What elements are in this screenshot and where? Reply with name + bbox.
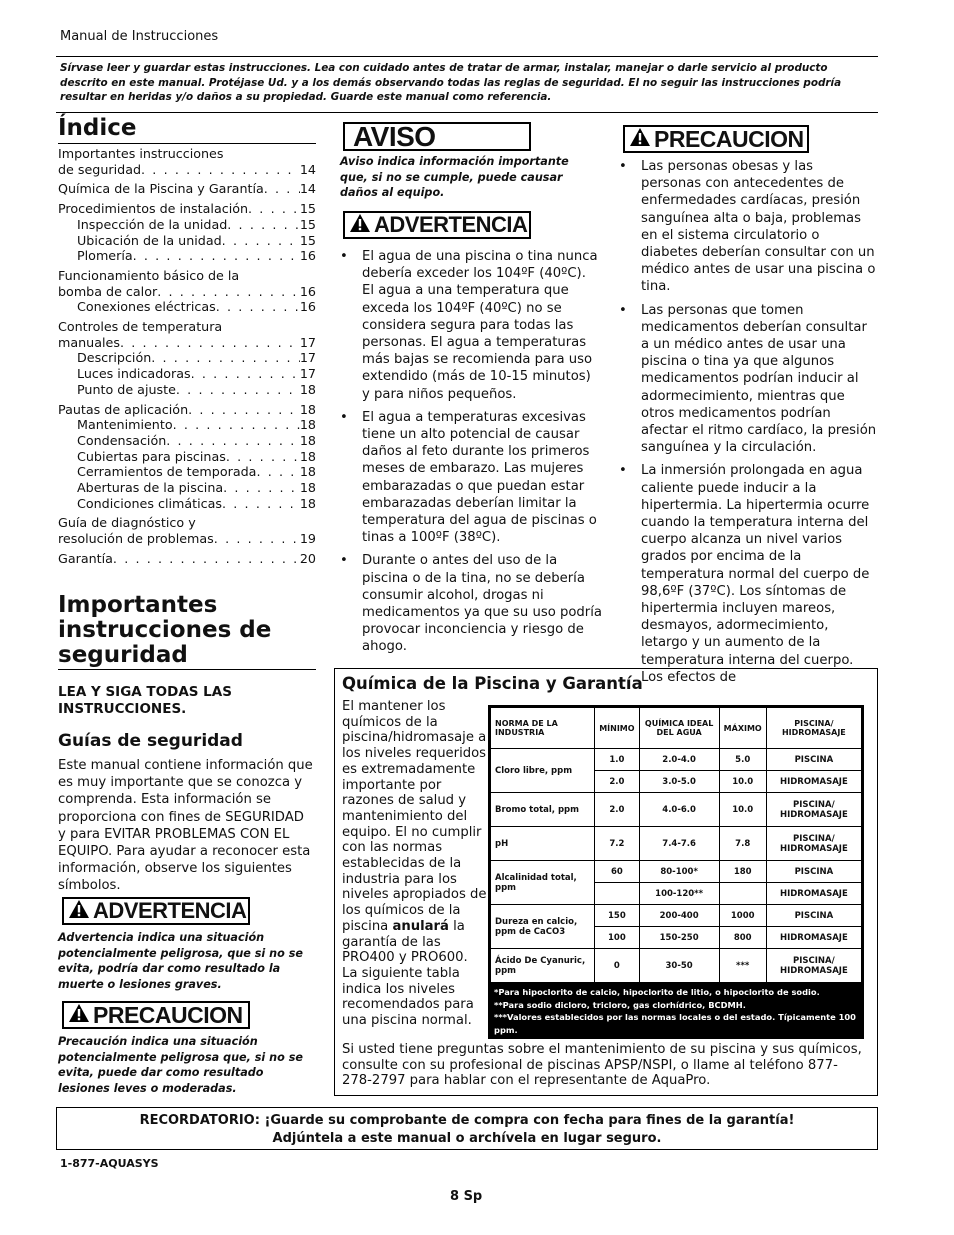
toc-entry-title: Conexiones eléctricas [77,299,216,315]
toc-group [58,181,316,197]
toc-entry [58,268,316,284]
table-param: Dureza en calcio, ppm de CaCO3 [491,905,595,949]
toc-leader [141,162,300,178]
toc-leader [173,417,300,433]
toc-entry-page: 18 [299,495,316,511]
toc-entry-page: 15 [299,216,316,232]
table-row [491,949,862,983]
table-row [491,827,862,861]
toc-entry-page: 17 [299,366,316,382]
toc-entry-title: Importantes instrucciones [58,146,224,161]
toc-entry-page: 20 [299,550,316,566]
toc-leader [248,201,300,217]
advertencia-caption: Advertencia indica una situación potencialmente peligrosa, que si no se evita, podría dar como resultado la muerte o lesiones graves. [58,931,303,991]
toc-leader [188,402,300,418]
table-cell: 5.0 [719,749,766,771]
intro-rule [56,112,878,113]
toc-entry-title: Cubiertas para piscinas [77,448,226,464]
toc-entry-title: Mantenimiento [77,417,173,433]
toc-leader [227,217,300,233]
precaucion-sign-small [62,1001,250,1029]
table-cell: HIDROMASAJE [766,883,861,905]
toc-entry-page: 18 [299,464,316,480]
safety-title: Importantes instrucciones de seguridad [58,592,272,668]
reminder-line-2: Adjúntela a este manual o archívela en lugar seguro. [272,1130,662,1146]
toc-entry-page: 18 [299,432,316,448]
toc-entry [58,531,316,547]
toc-entry-title: manuales [58,334,120,350]
toc-entry-page: 16 [299,248,316,264]
intro-text: Sírvase leer y guardar estas instrucciones. Lea con cuidado antes de tratar de armar, instalar, manejar o darle servicio al producto descrito en este manual. Protéjase Ud. y a los demás observando todas las reglas de seguridad. El no seguir las instrucciones podría resultar en heridas y/o daños a su propiedad. Guarde este manual como referencia. [60,62,842,103]
toc-leader [222,233,300,249]
toc-entry-page: 16 [299,283,316,299]
toc-entry [58,480,316,496]
table-cell: 7.4-7.6 [639,827,719,861]
toc-entry [58,464,316,480]
toc-leader [113,551,300,567]
footer-phone: 1-877-AQUASYS [60,1157,159,1170]
table-cell: PISCINA [766,861,861,883]
toc-entry [58,551,316,567]
toc-entry [58,335,316,351]
table-cell [595,883,639,905]
toc-leader [133,248,300,264]
toc-entry-title: bomba de calor [58,283,158,299]
toc-entry-title: de seguridad [58,161,142,177]
toc-entry-title: Guía de diagnóstico y [58,515,196,531]
toc-entry-page: 16 [299,299,316,315]
toc-entry [58,233,316,249]
table-cell: 100 [595,927,639,949]
table-cell: 1000 [719,905,766,927]
index-title: Índice [58,115,137,141]
chemistry-table-grid [490,707,862,983]
table-cell: 80-100* [639,861,719,883]
toc-leader [216,299,300,315]
table-cell: 10.0 [719,793,766,827]
toc-entry-page: 18 [299,480,316,496]
toc-entry [58,284,316,300]
toc-group [58,146,316,177]
guides-title: Guías de seguridad [58,731,243,751]
table-cell [719,883,766,905]
advertencia-sign [343,211,531,239]
toc-entry [58,402,316,418]
table-cell: PISCINA/ HIDROMASAJE [766,793,861,827]
list-item: • El agua de una piscina o tina nunca debería exceder los 104ºF (40ºC). El agua a una temperatura que exceda los 104ºF (40ºC) no se considera segura para todas las personas. El agua a temperaturas más bajas se recomienda para uso extendido (más de 10-15 minutos) y para niños pequeños. [340,248,602,403]
header-rule [56,56,878,57]
toc-group [58,268,316,315]
toc-entry-title: Condensación [77,432,167,448]
toc-entry-page: 14 [299,161,316,177]
toc-entry-page: 17 [299,350,316,366]
table-param: Ácido De Cyanuric, ppm [491,949,595,983]
table-cell: 7.8 [719,827,766,861]
table-cell: 3.0-5.0 [639,771,719,793]
table-note: ***Valores establecidos por las normas locales o del estado. Típicamente 100 ppm. [494,1012,856,1036]
toc-group [58,319,316,398]
advertencia-list [340,248,602,662]
toc-entry [58,350,316,366]
toc-group [58,201,316,264]
toc-entry [58,201,316,217]
table-row [491,749,862,771]
toc-entry-page: 19 [299,531,316,547]
table-header: QUÍMICA IDEAL DEL AGUA [639,708,719,749]
toc-entry [58,217,316,233]
table-param: Alcalinidad total, ppm [491,861,595,905]
toc-entry-title: Condiciones climáticas [77,495,223,511]
toc-entry [58,496,316,512]
table-cell: HIDROMASAJE [766,771,861,793]
toc-entry-title: Funcionamiento básico de la [58,267,240,283]
precaucion-col-label: PRECAUCION [654,125,804,152]
chemistry-text [342,699,487,1029]
chemistry-text-2: Si usted tiene preguntas sobre el mantenimiento de su piscina y sus químicos, consulte con su profesional de piscinas APSP/NSPI, o llame al teléfono 877-278-2797 para hablar con el representante de AquaPro. [342,1042,862,1089]
table-cell: 4.0-6.0 [639,793,719,827]
toc-leader [223,480,300,496]
toc-entry-page: 15 [299,232,316,248]
chemistry-text-b: la garantía de las PRO400 y PRO600. La siguiente tabla indica los niveles recomendados para una piscina normal. [342,918,474,1029]
precaucion-label: PRECAUCION [93,1001,243,1028]
table-cell: 2.0 [595,793,639,827]
table-header: MÍNIMO [595,708,639,749]
toc-entry-title: Pautas de aplicación [58,401,189,417]
table-cell: 10.0 [719,771,766,793]
toc-entry-page: 18 [299,417,316,433]
index-rule [58,143,316,144]
table-cell: 100-120** [639,883,719,905]
list-item: • El agua a temperaturas excesivas tiene un alto potencial de causar daños al feto durante los primeros meses de embarazo. Las mujeres embarazadas o que puedan estar embarazadas deberían limitar la temperatura del agua de piscinas o tinas a 100ºF (38ºC). [340,409,602,547]
page-number: 8 Sp [450,1189,483,1204]
table-row [491,905,862,927]
toc-entry [58,366,316,382]
toc-entry-title: Punto de ajuste [77,381,176,397]
toc-entry [58,382,316,398]
toc-entry [58,433,316,449]
advertencia-col-label: ADVERTENCIA [374,212,528,237]
list-item: • Las personas que tomen medicamentos deberían consultar a un médico antes de usar una piscina o tina ya que algunos medicamentos podrían inducir al adormecimiento, mientras que otros medicamentos podrían afectar el ritmo cardíaco, la presión sanguínea y la circulación. [619,302,877,457]
reminder-line-1: RECORDATORIO: ¡Guarde su comprobante de compra con fecha para fines de la garantía! [139,1113,795,1128]
toc-entry-title: Garantía [58,550,113,566]
toc-leader [226,449,300,465]
table-cell: 800 [719,927,766,949]
warning-triangle-icon [68,1003,90,1028]
precaucion-sign [623,125,809,153]
reminder-box [56,1107,878,1150]
toc-leader [151,350,300,366]
toc-entry [58,319,316,335]
chemistry-table-notes [490,986,862,1037]
toc-entry-title: Plomería [77,248,133,264]
table-cell: 150 [595,905,639,927]
toc-entry-title: Química de la Piscina y Garantía [58,181,264,197]
toc-leader [120,335,300,351]
table-cell: 2.0 [595,771,639,793]
chemistry-text-a: El mantener los químicos de la piscina/hidromasaje a los niveles requeridos es extremadamente importante por razones de salud y mantenimiento del equipo. El no cumplir con las normas establecidas de la industria para los niveles apropiados de los químicos de la piscina [342,699,487,934]
toc-leader [214,531,300,547]
precaucion-caption: Precaución indica una situación potencialmente peligrosa que, si no se evita, puede dar como resultado lesiones leves o moderadas. [58,1035,303,1095]
list-item: • Las personas obesas y las personas con antecedentes de enfermedades cardíacas, presión sanguínea alta o baja, problemas en el sistema circulatorio o diabetes deberían consultar con un médico antes de usar una piscina o tina. [619,158,877,296]
safety-rule [58,669,316,670]
table-cell: PISCINA/ HIDROMASAJE [766,949,861,983]
table-cell: 0 [595,949,639,983]
aviso-sign [343,122,531,151]
table-row [491,793,862,827]
table-cell: 2.0-4.0 [639,749,719,771]
toc-entry-page: 18 [299,401,316,417]
guides-text: Este manual contiene información que es muy importante que se conozca y comprenda. Esta información se proporciona con fines de SEGURIDAD y para EVITAR PROBLEMAS CON EL EQUIPO. Para ayudar a reconocer esta información, observe los siguientes símbolos. [58,758,313,894]
toc-entry-page: 18 [299,448,316,464]
aviso-caption: Aviso indica información importante que, si no se cumple, puede causar daños al equipo. [340,155,569,200]
table-note: **Para sodio dicloro, tricloro, gas clorhídrico, BCDMH. [494,999,746,1010]
table-row [491,861,862,883]
toc-entry-title: Inspección de la unidad [77,216,228,232]
toc-entry-page: 18 [299,381,316,397]
toc-entry-title: Controles de temperatura [58,319,223,335]
toc-entry-title: Procedimientos de instalación [58,201,249,217]
toc-entry-page: 14 [299,181,316,197]
toc-leader [222,496,300,512]
toc-entry-title: Ubicación de la unidad [77,232,222,248]
table-cell: 1.0 [595,749,639,771]
chemistry-text-bold: anulará [392,918,449,934]
toc-entry [58,449,316,465]
table-cell: 30-50 [639,949,719,983]
table-cell: 200-400 [639,905,719,927]
table-cell: PISCINA/ HIDROMASAJE [766,827,861,861]
toc-leader [191,366,300,382]
table-header: PISCINA/ HIDROMASAJE [766,708,861,749]
toc-entry-title: Aberturas de la piscina [77,480,224,496]
precaucion-list [619,158,877,692]
toc-entry [58,417,316,433]
toc-leader [256,464,299,480]
manual-title: Manual de Instrucciones [60,29,219,44]
chemistry-title: Química de la Piscina y Garantía [342,674,643,693]
table-of-contents [58,146,316,571]
warning-triangle-icon [629,127,651,152]
toc-group [58,402,316,512]
chemistry-table [488,705,864,1039]
toc-leader [166,433,300,449]
table-cell: 7.2 [595,827,639,861]
aviso-label: AVISO [353,120,436,152]
toc-leader [157,284,300,300]
warning-triangle-icon [349,213,371,238]
table-cell: HIDROMASAJE [766,927,861,949]
toc-entry [58,299,316,315]
table-param: Cloro libre, ppm [491,749,595,793]
list-item: • La inmersión prolongada en agua caliente puede inducir a la hipertermia. La hipertermia ocurre cuando la temperatura interna del cuerpo alcanza un nivel varios grados por encima de la temperatura normal del cuerpo de 98,6ºF (37ºC). Los síntomas de hipertermia incluyen mareos, desmayos, adormecimiento, letargo y un aumento de la temperatura interna del cuerpo. Los efectos de [619,462,877,686]
table-param: Bromo total, ppm [491,793,595,827]
table-cell: PISCINA [766,905,861,927]
table-cell: PISCINA [766,749,861,771]
advertencia-sign-small [62,897,250,925]
toc-entry [58,162,316,178]
toc-entry-title: Luces indicadoras [77,366,191,382]
toc-leader [176,382,300,398]
list-item: • Durante o antes del uso de la piscina o de la tina, no se debería consumir alcohol, drogas ni medicamentos ya que su uso podría provocar inconciencia y riesgo de ahogo. [340,552,602,655]
toc-entry [58,248,316,264]
table-cell: 150-250 [639,927,719,949]
table-note: *Para hipoclorito de calcio, hipoclorito de litio, o hipoclorito de sodio. [494,986,820,997]
toc-group [58,515,316,546]
toc-entry-title: resolución de problemas [58,531,214,547]
toc-group [58,551,316,567]
toc-entry-title: Descripción [77,350,152,366]
toc-entry [58,181,316,197]
table-cell: 60 [595,861,639,883]
warning-triangle-icon [68,899,90,924]
table-cell: 180 [719,861,766,883]
table-header: MÁXIMO [719,708,766,749]
toc-leader [264,181,300,197]
toc-entry-title: Cerramientos de temporada [77,464,257,480]
toc-entry-page: 15 [299,201,316,217]
toc-entry [58,146,316,162]
advertencia-label: ADVERTENCIA [93,898,247,923]
table-header: NORMA DE LA INDUSTRIA [491,708,595,749]
toc-entry [58,515,316,531]
table-param: pH [491,827,595,861]
table-cell: *** [719,949,766,983]
toc-entry-page: 17 [299,334,316,350]
read-all-instructions: LEA Y SIGA TODAS LAS INSTRUCCIONES. [58,684,232,717]
